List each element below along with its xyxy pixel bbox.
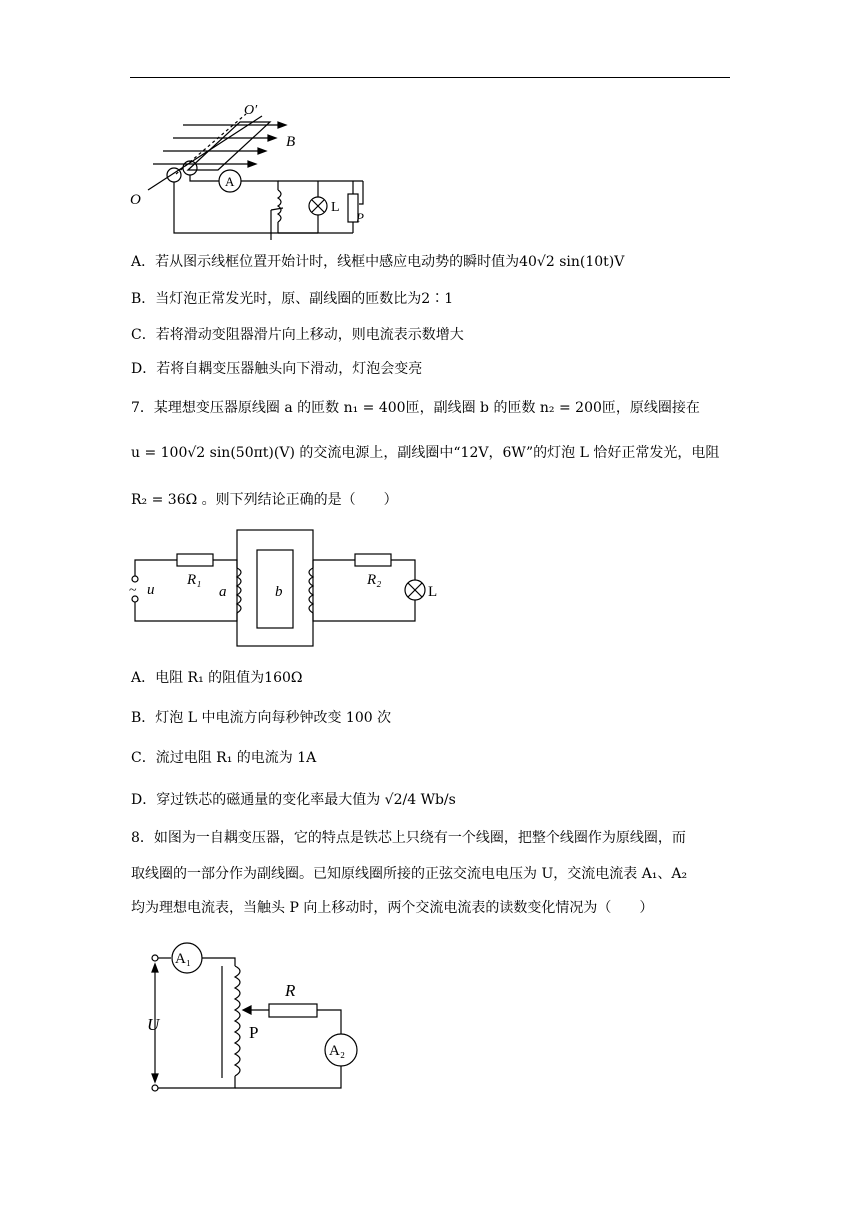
q8-u-label: U: [147, 1015, 160, 1034]
q7-label-a: a: [219, 584, 227, 600]
q6-label-o-prime: O′: [244, 103, 258, 118]
q8-autotransformer-figure: [135, 938, 365, 1098]
q7-stem-line-3: R₂ = 36Ω 。则下列结论正确的是（ ）: [131, 492, 398, 508]
q6-option-a: A．若从图示线框位置开始计时，线框中感应电动势的瞬时值为40√2 sin(10t)V: [131, 254, 625, 270]
q6-label-b: B: [286, 134, 296, 150]
q7-option-b: B．灯泡 L 中电流方向每秒钟改变 100 次: [131, 710, 392, 726]
q8-a1-label: A₁: [175, 951, 192, 967]
q7-label-r2: R₂: [367, 572, 382, 588]
q6-lamp-label: L: [331, 200, 340, 215]
q7-label-r1: R₁: [187, 572, 202, 588]
q7-option-d: D．穿过铁芯的磁通量的变化率最大值为 √2/4 Wb/s: [131, 792, 456, 808]
q7-stem-line-1: 7．某理想变压器原线圈 a 的匝数 n₁ = 400匝，副线圈 b 的匝数 n₂ = 200匝，原线圈接在: [131, 400, 700, 416]
header-rule: [130, 77, 730, 78]
q7-option-c: C．流过电阻 R₁ 的电流为 1A: [131, 750, 317, 766]
q8-p-label: P: [249, 1023, 259, 1042]
q7-source-symbol: ~: [129, 583, 137, 598]
q8-a2-label: A₂: [329, 1043, 346, 1059]
q6-option-c: C．若将滑动变阻器滑片向上移动，则电流表示数增大: [131, 327, 464, 343]
q7-lamp-label: L: [428, 584, 438, 600]
q6-generator-circuit-figure: [128, 100, 388, 240]
q7-transformer-circuit-figure: [125, 528, 455, 650]
q8-r-label: R: [285, 981, 296, 1000]
q7-stem-line-2: u = 100√2 sin(50πt)(V) 的交流电源上，副线圈中“12V，6W”的灯泡 L 恰好正常发光，电阻: [131, 445, 720, 461]
q6-option-b: B．当灯泡正常发光时，原、副线圈的匝数比为2∶1: [131, 291, 454, 307]
q6-label-o: O: [130, 192, 141, 208]
q8-stem-line-1: 8．如图为一自耦变压器，它的特点是铁芯上只绕有一个线圈，把整个线圈作为原线圈，而: [131, 830, 686, 846]
q8-stem-line-2: 取线圈的一部分作为副线圈。已知原线圈所接的正弦交流电电压为 U，交流电流表 A₁、A₂: [131, 866, 688, 882]
q7-label-u: u: [147, 582, 155, 598]
q7-option-a: A．电阻 R₁ 的阻值为160Ω: [131, 670, 303, 686]
q6-option-d: D．若将自耦变压器触头向下滑动，灯泡会变亮: [131, 361, 423, 377]
q6-ammeter-label: A: [225, 174, 235, 189]
q6-slider-label: P: [356, 210, 364, 225]
q7-label-b: b: [275, 584, 283, 600]
q8-stem-line-3: 均为理想电流表，当触头 P 向上移动时，两个交流电流表的读数变化情况为（ ）: [131, 900, 654, 916]
